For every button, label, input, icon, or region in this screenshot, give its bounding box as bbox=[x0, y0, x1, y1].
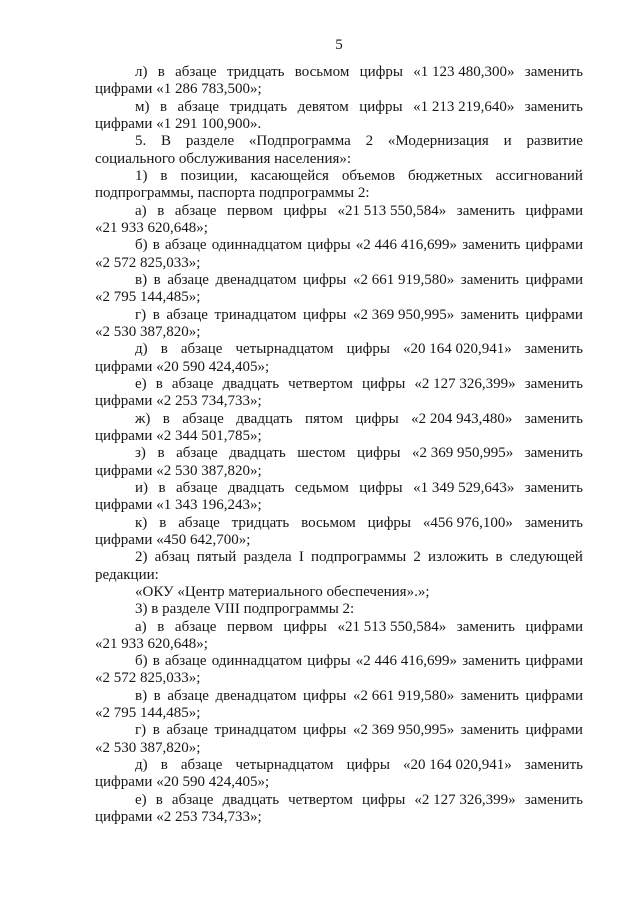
word: цифрами bbox=[525, 722, 583, 739]
word: восьмом bbox=[301, 514, 360, 531]
text-line: цифрами «1 286 783,500»; bbox=[95, 81, 262, 98]
text-line: цифрами «2 253 734,733»; bbox=[95, 393, 262, 410]
word: в bbox=[160, 341, 172, 358]
word: цифры bbox=[307, 653, 355, 670]
word: заменить bbox=[456, 618, 519, 635]
text-line bbox=[95, 307, 583, 324]
word: первом bbox=[227, 618, 277, 635]
text-line: «2 530 387,820»; bbox=[95, 739, 201, 756]
paragraph bbox=[95, 445, 583, 480]
text-line: «2 572 825,033»; bbox=[95, 670, 201, 687]
word: заменить bbox=[524, 514, 583, 531]
paragraph bbox=[95, 757, 583, 792]
text-line bbox=[95, 653, 583, 670]
word: абзаце bbox=[165, 237, 211, 254]
text-line: цифрами «2 253 734,733»; bbox=[95, 809, 262, 826]
word: бюджетных bbox=[407, 167, 487, 184]
word: в bbox=[160, 167, 172, 184]
word: «2 369 950,995» bbox=[352, 306, 458, 323]
paragraph bbox=[95, 307, 583, 342]
text-line bbox=[95, 203, 583, 220]
word: цифры bbox=[361, 791, 410, 808]
text-line bbox=[95, 237, 583, 254]
paragraph bbox=[95, 133, 583, 168]
word: в bbox=[159, 98, 171, 115]
word: в bbox=[153, 271, 165, 288]
word: четвертом bbox=[288, 375, 357, 392]
word: абзаце bbox=[167, 687, 213, 704]
word: следующей bbox=[509, 549, 583, 566]
word: заменить bbox=[524, 341, 583, 358]
word: «21 513 550,584» bbox=[337, 618, 450, 635]
word: б) bbox=[135, 237, 152, 254]
word: в bbox=[159, 514, 171, 531]
word: абзац bbox=[154, 549, 194, 566]
word: седьмом bbox=[294, 479, 353, 496]
word: «2 204 943,480» bbox=[411, 410, 517, 427]
paragraph bbox=[95, 272, 583, 307]
word: цифры bbox=[303, 687, 351, 704]
word: абзаце bbox=[171, 791, 218, 808]
word: заменить bbox=[462, 237, 525, 254]
word: цифры bbox=[307, 237, 355, 254]
text-line: цифрами «2 344 501,785»; bbox=[95, 427, 262, 444]
word: а) bbox=[135, 618, 151, 635]
word: цифрами bbox=[525, 202, 583, 219]
word: одиннадцатом bbox=[211, 237, 306, 254]
word: цифрами bbox=[525, 306, 583, 323]
word: абзаце bbox=[180, 757, 227, 774]
paragraph bbox=[95, 376, 583, 411]
word: двенадцатом bbox=[215, 271, 301, 288]
word: л) bbox=[135, 64, 152, 80]
word: з) bbox=[135, 445, 150, 462]
word: в bbox=[157, 64, 169, 80]
word: цифры bbox=[303, 271, 351, 288]
word: четырнадцатом bbox=[235, 341, 338, 358]
text-line bbox=[95, 341, 583, 358]
word: цифры bbox=[359, 64, 407, 80]
text-line: подпрограммы, паспорта подпрограммы 2: bbox=[95, 185, 370, 202]
text-line: редакции: bbox=[95, 566, 159, 583]
paragraph bbox=[95, 341, 583, 376]
word: в bbox=[152, 306, 164, 323]
text-line: социального обслуживания населения»: bbox=[95, 150, 352, 167]
word: пятом bbox=[305, 410, 347, 427]
word: подпрограммы bbox=[311, 549, 410, 566]
text-line: цифрами «450 642,700»; bbox=[95, 531, 251, 548]
word: «1 349 529,643» bbox=[413, 479, 519, 496]
text-line bbox=[95, 722, 583, 739]
text-line: «ОКУ «Центр материального обеспечения».»; bbox=[135, 583, 430, 600]
word: абзаце bbox=[166, 722, 212, 739]
word: «20 164 020,941» bbox=[402, 757, 516, 774]
word: «Подпрограмма bbox=[248, 133, 355, 150]
text-line bbox=[95, 619, 583, 636]
word: абзаце bbox=[166, 306, 212, 323]
word: «Модернизация bbox=[387, 133, 493, 150]
word: двадцать bbox=[222, 791, 283, 808]
word: девятом bbox=[297, 98, 353, 115]
paragraph bbox=[95, 619, 583, 654]
word: тридцать bbox=[226, 64, 289, 80]
word: абзаце bbox=[174, 202, 221, 219]
word: «2 661 919,580» bbox=[352, 687, 458, 704]
word: заменить bbox=[524, 757, 583, 774]
text-line bbox=[95, 168, 583, 185]
word: и) bbox=[135, 479, 152, 496]
word: «2 446 416,699» bbox=[355, 653, 461, 670]
paragraph bbox=[95, 64, 583, 99]
word: цифрами bbox=[525, 271, 583, 288]
paragraph bbox=[95, 722, 583, 757]
word: «2 127 326,399» bbox=[414, 375, 520, 392]
word: развитие bbox=[526, 133, 583, 150]
word: первом bbox=[227, 202, 277, 219]
word: В bbox=[161, 133, 175, 150]
word: «2 446 416,699» bbox=[355, 237, 461, 254]
word: абзаце bbox=[175, 479, 222, 496]
word: и bbox=[503, 133, 516, 150]
word: тринадцатом bbox=[214, 306, 301, 323]
word: заменить bbox=[524, 410, 583, 427]
word: к) bbox=[135, 514, 152, 531]
word: I bbox=[298, 549, 308, 566]
word: заменить bbox=[462, 653, 525, 670]
text-line: цифрами «2 530 387,820»; bbox=[95, 462, 262, 479]
word: в bbox=[162, 410, 174, 427]
word: цифры bbox=[283, 202, 331, 219]
word: 2) bbox=[135, 549, 152, 566]
word: двадцать bbox=[222, 375, 283, 392]
word: а) bbox=[135, 202, 151, 219]
word: тридцать bbox=[231, 514, 294, 531]
word: «21 513 550,584» bbox=[337, 202, 450, 219]
word: «20 164 020,941» bbox=[402, 341, 516, 358]
word: е) bbox=[135, 791, 151, 808]
word: цифры bbox=[355, 410, 403, 427]
word: цифрами bbox=[525, 653, 583, 670]
text-line: цифрами «1 291 100,900». bbox=[95, 115, 262, 132]
text-line: 3) в разделе VIII подпрограммы 2: bbox=[135, 601, 355, 618]
word: абзаце bbox=[182, 410, 228, 427]
word: ж) bbox=[135, 410, 155, 427]
word: абзаце bbox=[171, 375, 218, 392]
text-line: «21 933 620,648»; bbox=[95, 219, 208, 236]
text-line bbox=[95, 549, 583, 566]
word: г) bbox=[135, 722, 150, 739]
word: цифры bbox=[367, 514, 415, 531]
text-line: цифрами «20 590 424,405»; bbox=[95, 358, 270, 375]
paragraph bbox=[95, 688, 583, 723]
word: заменить bbox=[460, 306, 523, 323]
word: цифры bbox=[359, 98, 407, 115]
word: «456 976,100» bbox=[422, 514, 517, 531]
text-line bbox=[95, 445, 583, 462]
word: двадцать bbox=[227, 479, 289, 496]
word: 1) bbox=[135, 167, 152, 184]
text-line bbox=[95, 376, 583, 393]
text-line: «2 530 387,820»; bbox=[95, 323, 201, 340]
word: в bbox=[152, 653, 164, 670]
word: в bbox=[157, 445, 169, 462]
text-line: «21 933 620,648»; bbox=[95, 635, 208, 652]
paragraph bbox=[95, 515, 583, 550]
paragraph bbox=[95, 480, 583, 515]
word: в bbox=[157, 202, 169, 219]
word: абзаце bbox=[175, 64, 221, 80]
paragraph bbox=[95, 601, 583, 618]
paragraph bbox=[95, 792, 583, 827]
text-line bbox=[95, 757, 583, 774]
word: в) bbox=[135, 271, 151, 288]
word: 5. bbox=[135, 133, 150, 150]
paragraph bbox=[95, 549, 583, 584]
word: в bbox=[158, 479, 170, 496]
word: цифры bbox=[303, 306, 351, 323]
word: объемов bbox=[341, 167, 399, 184]
word: цифры bbox=[303, 722, 351, 739]
paragraph bbox=[95, 168, 583, 203]
text-line: «2 795 144,485»; bbox=[95, 705, 201, 722]
word: абзаце bbox=[180, 341, 227, 358]
word: е) bbox=[135, 375, 151, 392]
word: цифры bbox=[346, 757, 394, 774]
word: цифры bbox=[357, 445, 405, 462]
word: заменить bbox=[460, 271, 523, 288]
word: «2 127 326,399» bbox=[414, 791, 520, 808]
word: цифры bbox=[346, 341, 394, 358]
word: заменить bbox=[456, 202, 519, 219]
text-line: цифрами «20 590 424,405»; bbox=[95, 774, 270, 791]
word: в bbox=[495, 549, 507, 566]
word: д) bbox=[135, 341, 152, 358]
word: восьмом bbox=[294, 64, 354, 80]
word: позиции, bbox=[180, 167, 242, 184]
word: тринадцатом bbox=[214, 722, 301, 739]
text-line bbox=[95, 64, 583, 81]
word: абзаце bbox=[178, 514, 224, 531]
word: д) bbox=[135, 757, 152, 774]
text-line bbox=[95, 133, 583, 150]
word: цифрами bbox=[525, 618, 583, 635]
word: «2 661 919,580» bbox=[352, 271, 458, 288]
word: изложить bbox=[427, 549, 493, 566]
word: четырнадцатом bbox=[235, 757, 338, 774]
word: в bbox=[152, 237, 164, 254]
word: «2 369 950,995» bbox=[411, 445, 517, 462]
word: двадцать bbox=[229, 445, 290, 462]
text-line bbox=[95, 792, 583, 809]
word: касающейся bbox=[250, 167, 333, 184]
text-line bbox=[95, 272, 583, 289]
word: заменить bbox=[524, 445, 583, 462]
word: б) bbox=[135, 653, 152, 670]
word: 2 bbox=[365, 133, 377, 150]
word: двадцать bbox=[236, 410, 297, 427]
text-line bbox=[95, 688, 583, 705]
text-line bbox=[95, 411, 583, 428]
word: в bbox=[157, 618, 169, 635]
word: шестом bbox=[297, 445, 350, 462]
word: цифры bbox=[359, 479, 407, 496]
text-line bbox=[95, 515, 583, 532]
word: заменить bbox=[524, 479, 583, 496]
word: пятый bbox=[196, 549, 241, 566]
word: четвертом bbox=[288, 791, 357, 808]
word: абзаце bbox=[176, 445, 222, 462]
word: заменить bbox=[524, 375, 583, 392]
paragraph bbox=[95, 237, 583, 272]
word: абзаце bbox=[165, 653, 211, 670]
word: «1 213 219,640» bbox=[413, 98, 519, 115]
word: абзаце bbox=[174, 618, 221, 635]
word: в bbox=[155, 791, 167, 808]
word: одиннадцатом bbox=[211, 653, 306, 670]
word: в bbox=[160, 757, 172, 774]
text-line bbox=[95, 480, 583, 497]
word: заменить bbox=[524, 791, 583, 808]
text-line: «2 572 825,033»; bbox=[95, 254, 201, 271]
word: в) bbox=[135, 687, 151, 704]
word: в bbox=[153, 687, 165, 704]
word: заменить bbox=[460, 687, 523, 704]
word: цифрами bbox=[525, 687, 583, 704]
paragraph bbox=[95, 584, 583, 601]
word: заменить bbox=[524, 98, 583, 115]
word: абзаце bbox=[167, 271, 213, 288]
word: абзаце bbox=[177, 98, 223, 115]
paragraph bbox=[95, 99, 583, 134]
word: ассигнований bbox=[495, 167, 583, 184]
word: 2 bbox=[413, 549, 425, 566]
word: «1 123 480,300» bbox=[413, 64, 519, 80]
word: заменить bbox=[460, 722, 523, 739]
word: цифры bbox=[283, 618, 331, 635]
word: раздела bbox=[243, 549, 296, 566]
paragraph bbox=[95, 411, 583, 446]
word: г) bbox=[135, 306, 150, 323]
text-line bbox=[95, 99, 583, 116]
word: в bbox=[152, 722, 164, 739]
word: цифрами bbox=[525, 237, 583, 254]
paragraph bbox=[95, 653, 583, 688]
word: заменить bbox=[524, 64, 583, 80]
paragraph bbox=[95, 203, 583, 238]
word: тридцать bbox=[229, 98, 291, 115]
text-line: цифрами «1 343 196,243»; bbox=[95, 497, 262, 514]
word: «2 369 950,995» bbox=[352, 722, 458, 739]
text-line: «2 795 144,485»; bbox=[95, 289, 201, 306]
word: м) bbox=[135, 98, 154, 115]
word: цифры bbox=[361, 375, 410, 392]
page-number: 5 bbox=[335, 37, 343, 53]
document-body bbox=[95, 64, 583, 826]
word: двенадцатом bbox=[215, 687, 301, 704]
word: в bbox=[155, 375, 167, 392]
word: разделе bbox=[185, 133, 238, 150]
